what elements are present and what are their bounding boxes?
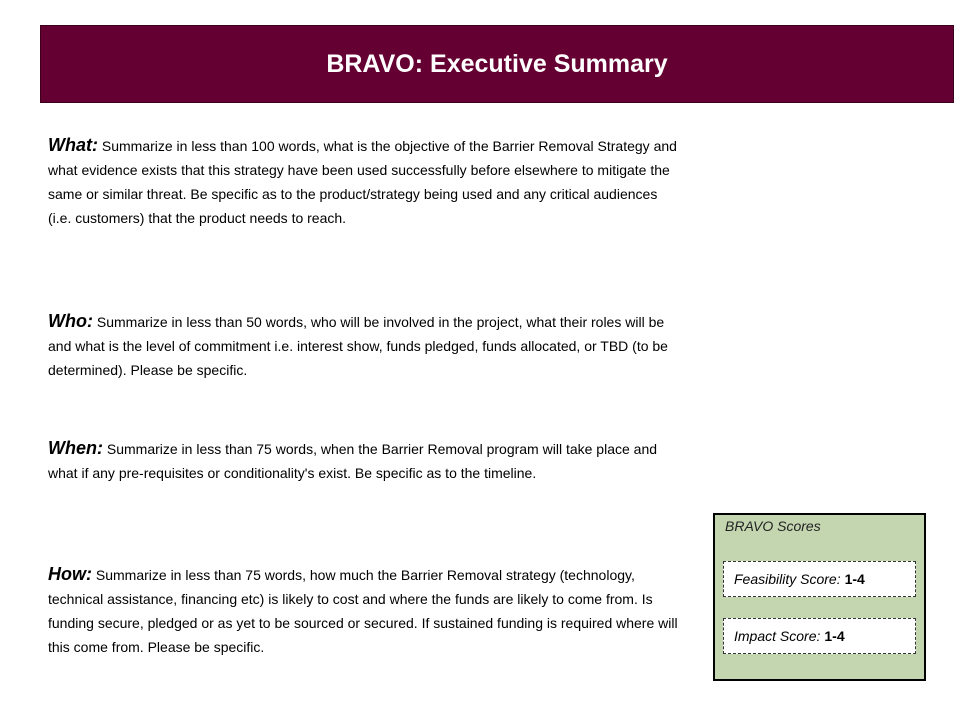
impact-score-value: 1-4: [824, 628, 845, 644]
section-heading-how: How:: [48, 564, 92, 584]
feasibility-score-label: Feasibility Score:: [734, 571, 841, 587]
section-when: [48, 436, 678, 485]
scores-panel-title: BRAVO Scores: [725, 518, 821, 534]
impact-score-label: Impact Score:: [734, 628, 821, 644]
bravo-scores-panel: [713, 513, 926, 681]
section-how: [48, 562, 678, 659]
section-heading-who: Who:: [48, 311, 93, 331]
feasibility-score-value: 1-4: [844, 571, 865, 587]
page-title: BRAVO: Executive Summary: [326, 49, 668, 78]
section-heading-when: When:: [48, 438, 103, 458]
section-text-how: Summarize in less than 75 words, how much the Barrier Removal strategy (technology, technical assistance, financing etc) is likely to cost and where the funds are likely to come from. Is funding secure, pledged or as yet to be sourced or secured. If sustained funding is required where will this come from. Please be specific.: [48, 567, 678, 655]
section-what: [48, 133, 678, 230]
section-heading-what: What:: [48, 135, 98, 155]
section-who: [48, 309, 678, 382]
section-text-who: Summarize in less than 50 words, who will be involved in the project, what their roles will be and what is the level of commitment i.e. interest show, funds pledged, funds allocated, or TBD (to be determined). Please be specific.: [48, 314, 668, 378]
feasibility-score-box[interactable]: [723, 561, 916, 597]
section-text-what: Summarize in less than 100 words, what is the objective of the Barrier Removal Strategy and what evidence exists that this strategy have been used successfully before elsewhere to mitigate the same or similar threat. Be specific as to the product/strategy being used and any critical audiences (i.e. customers) that the product needs to reach.: [48, 138, 677, 226]
section-text-when: Summarize in less than 75 words, when the Barrier Removal program will take place and what if any pre-requisites or conditionality's exist. Be specific as to the timeline.: [48, 441, 658, 481]
title-banner: [40, 25, 954, 103]
impact-score-box[interactable]: [723, 618, 916, 654]
